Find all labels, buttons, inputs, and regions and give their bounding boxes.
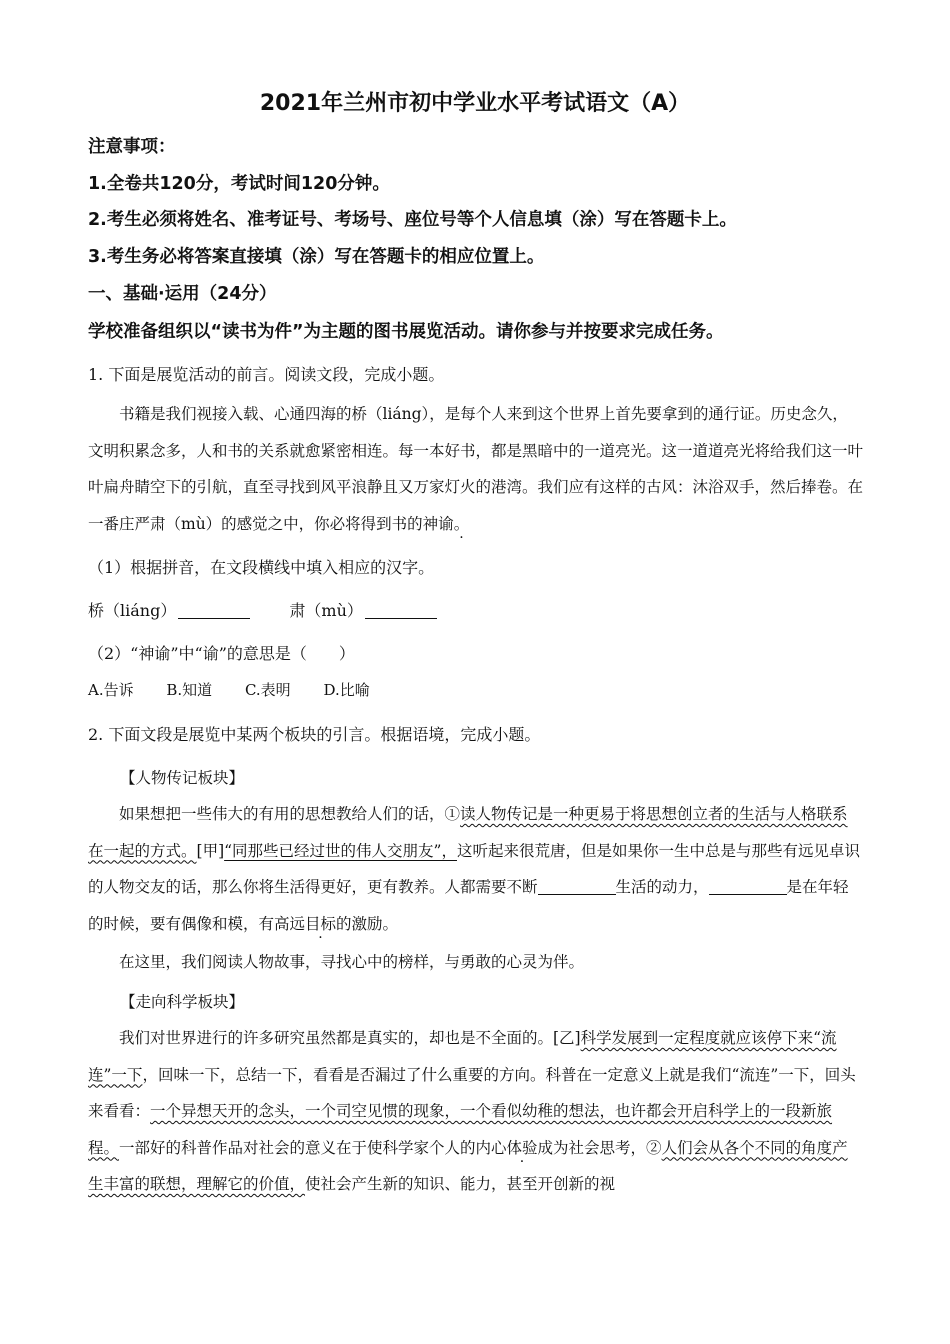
q1-passage-end: 。 (453, 514, 470, 533)
fill-blank-a[interactable] (178, 600, 250, 619)
b1-underlined-2: “同那些已经过世的伟人交朋友”， (224, 841, 457, 860)
notice-item-1: 1.全卷共120分，考试时间120分钟。 (88, 174, 390, 194)
b2-text-d: 成为社会思考，② (537, 1138, 662, 1157)
b1-text-d: 生活的动力， (615, 878, 709, 896)
b2-underlined-3: 人们会从各个不同的角度产生丰富的联想，理解它的价值， (88, 1138, 848, 1193)
block1-paragraph-2: 在这里，我们阅读人物故事，寻找心中的榜样，与勇敢的心灵为伴。 (119, 953, 585, 971)
b1-text-a: 如果想把一些伟大的有用的思想教给人们的话，① (119, 805, 461, 823)
q1-stem: 1. 下面是展览活动的前言。阅读文段，完成小题。 (88, 365, 445, 384)
b2-underlined-1: 科学发展到一定程度就应该停下来“流连”一下 (88, 1029, 837, 1084)
page-title: 2021年兰州市初中学业水平考试语文（A） (259, 91, 691, 116)
fill-label-b: 肃（mù） (289, 601, 363, 620)
b2-dotted: 内心体验 (475, 1138, 538, 1157)
notice-item-3: 3.考生务必将答案直接填（涂）写在答题卡的相应位置上。 (88, 247, 545, 267)
b1-text-f: 的激励。 (336, 914, 399, 933)
b1-blank-1[interactable] (538, 876, 616, 895)
option-d[interactable]: D.比喻 (323, 681, 370, 699)
option-c[interactable]: C.表明 (244, 681, 291, 699)
q2-stem: 2. 下面文段是展览中某两个板块的引言。根据语境，完成小题。 (88, 725, 541, 744)
b1-blank-2[interactable] (709, 876, 787, 895)
q1-sub2: （2）“神谕”中“谕”的意思是（ ） (88, 644, 355, 663)
b2-text-e: 使社会产生新的知识、能力，甚至开创新的视 (305, 1175, 616, 1193)
q1-options (88, 679, 370, 700)
block1-paragraph (88, 796, 863, 942)
section-heading: 一、基础·运用（24分） (88, 284, 277, 304)
q1-passage-text: 书籍是我们视接入载、心通四海的桥（liáng），是每个人来到这个世界上首先要拿到的通行证。历史念久，文明积累念多，人和书的关系就愈紧密相连。每一本好书，都是黑暗中的一道亮光。这一道道亮光将给我们这一叶叶扁舟睛空下的引航，直至寻找到风平浪静且又万家灯火的港湾。我们应有这样的古风：沐浴双手，然后捧卷。在一番庄严肃（mù）的感觉之中，你必将得到书的神 (88, 405, 864, 533)
notice-item-2: 2.考生必须将姓名、准考证号、考场号、座位号等个人信息填（涂）写在答题卡上。 (88, 210, 737, 230)
b2-text-a: 我们对世界进行的许多研究虽然都是真实的，却也是不全面的。[乙] (119, 1029, 581, 1047)
b1-text-e: 是在年轻的时候，要有偶像和模，有 (88, 878, 849, 933)
fill-blank-b[interactable] (365, 600, 437, 619)
section-task: 学校准备组织以“读书为件”为主题的图书展览活动。请你参与并按要求完成任务。 (88, 322, 724, 342)
b1-text-c: 这听起来很荒唐，但是如果你一生中总是与那些有远见卓识的人物交友的话，那么你将生活得更好，更有教养。人都需要不断 (88, 841, 860, 896)
b1-text-b: [甲] (196, 841, 225, 860)
b2-underlined-2: 一个异想天开的念头，一个司空见惯的现象，一个看似幼稚的想法，也许都会开启科学上的一段新旅程。 (88, 1102, 833, 1157)
option-a[interactable]: A.告诉 (88, 681, 134, 699)
q1-fill-row (88, 598, 437, 621)
q1-passage (88, 396, 863, 542)
block2-paragraph (88, 1020, 863, 1203)
notice-heading: 注意事项： (88, 137, 176, 157)
b2-text-b: ，回味一下，总结一下，看看是否漏过了什么重要的方向。科普在一定意义上就是我们“流连”一下，回头来看看： (88, 1065, 856, 1120)
q1-passage-dotted: 谕 (438, 514, 454, 533)
fill-label-a: 桥（liáng） (88, 601, 177, 620)
b1-dotted: 高远目标 (274, 914, 337, 933)
q1-sub1: （1）根据拼音，在文段横线中填入相应的汉字。 (88, 558, 435, 577)
b2-text-c: 一部好的科普作品对社会的意义在于使科学家个人的 (119, 1138, 476, 1157)
option-b[interactable]: B.知道 (166, 681, 213, 699)
block2-title: 【走向科学板块】 (120, 993, 245, 1011)
b1-underlined-1: 读人物传记是一种更易于将思想创立者的生活与人格联系在一起的方式。 (88, 805, 848, 860)
block1-title: 【人物传记板块】 (120, 769, 245, 787)
